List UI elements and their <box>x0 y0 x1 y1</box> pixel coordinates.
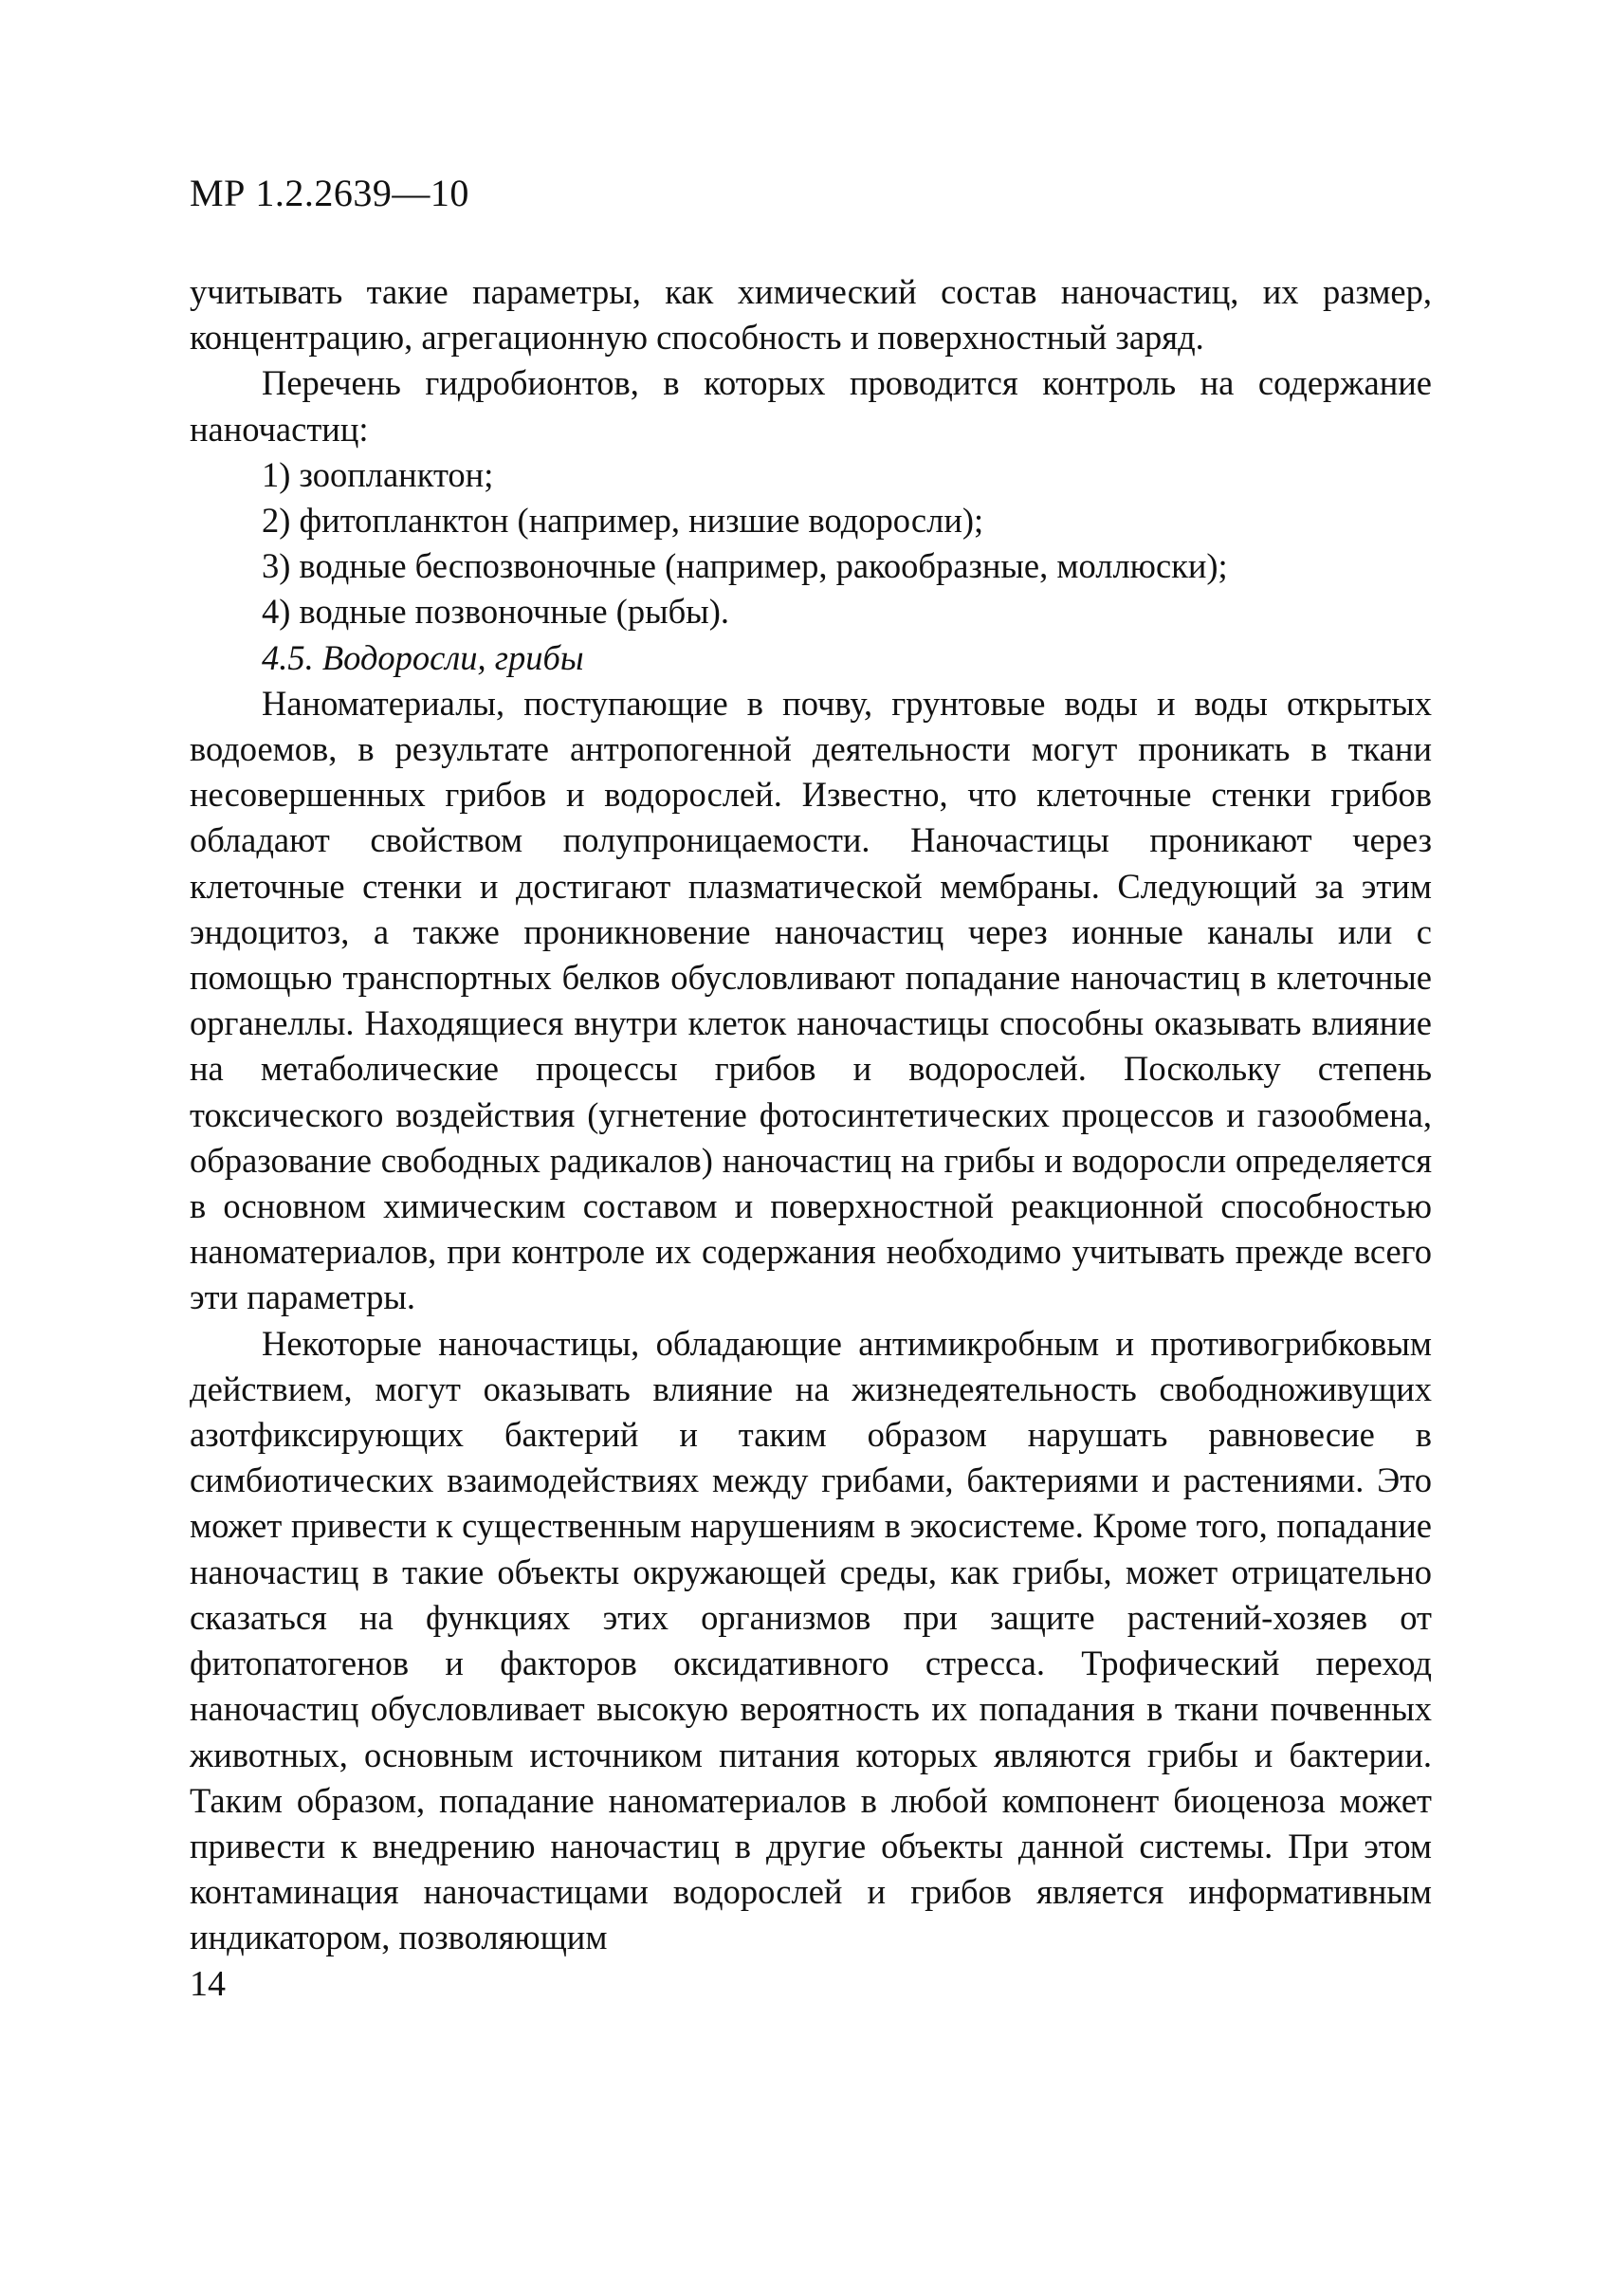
section-title: 4.5. Водоросли, грибы <box>262 637 584 677</box>
list-item: 3) водные беспозвоночные (например, ракообразные, моллюски); <box>262 546 1228 586</box>
list-item: 2) фитопланктон (например, низшие водоросли); <box>262 501 984 541</box>
page-number: 14 <box>190 1963 226 2004</box>
list-item: 4) водные позвоночные (рыбы). <box>262 592 729 632</box>
paragraph-list-intro: Перечень гидробионтов, в которых проводится контроль на содержание наночастиц: <box>190 363 1432 449</box>
document-code-header: МР 1.2.2639—10 <box>190 172 469 214</box>
hydrobiont-list <box>190 452 1432 635</box>
paragraph-section-2: Некоторые наночастицы, обладающие антимикробным и противогрибковым действием, могут оказывать влияние на жизнедеятельность свободноживущих азотфиксирующих бактерий и таким образом нарушать равновесие в симбиотических взаимодействиях между грибами, бактериями и растениями. Это может привести к существенным нарушениям в экосистеме. Кроме того, попадание наночастиц в такие объекты окружающей среды, как грибы, может отрицательно сказаться на функциях этих организмов при защите растений-хозяев от фитопатогенов и факторов оксидативного стресса. Трофический переход наночастиц обусловливает высокую вероятность их попадания в ткани почвенных животных, основным источником питания которых являются грибы и бактерии. Таким образом, попадание наноматериалов в любой компонент биоценоза может привести к внедрению наночастиц в другие объекты данной системы. При этом контаминация наночастицами водорослей и грибов является информативным индикатором, позволяющим <box>190 1323 1432 1957</box>
list-item: 1) зоопланктон; <box>262 454 494 494</box>
document-page <box>190 171 1432 2007</box>
paragraph-section-1: Наноматериалы, поступающие в почву, грунтовые воды и воды открытых водоемов, в результате антропогенной деятельности могут проникать в ткани несовершенных грибов и водорослей. Известно, что клеточные стенки грибов обладают свойством полупроницаемости. Наночастицы проникают через клеточные стенки и достигают плазматической мембраны. Следующий за этим эндоцитоз, а также проникновение наночастиц через ионные каналы или с помощью транспортных белков обусловливают попадание наночастиц в клеточные органеллы. Находящиеся внутри клеток наночастицы способны оказывать влияние на метаболические процессы грибов и водорослей. Поскольку степень токсического воздействия (угнетение фотосинтетических процессов и газообмена, образование свободных радикалов) наночастиц на грибы и водоросли определяется в основном химическим составом и поверхностной реакционной способностью наноматериалов, при контроле их содержания необходимо учитывать прежде всего эти параметры. <box>190 683 1432 1317</box>
paragraph-intro: учитывать такие параметры, как химический состав наночастиц, их размер, концентрацию, агрегационную способность и поверхностный заряд. <box>190 272 1432 358</box>
